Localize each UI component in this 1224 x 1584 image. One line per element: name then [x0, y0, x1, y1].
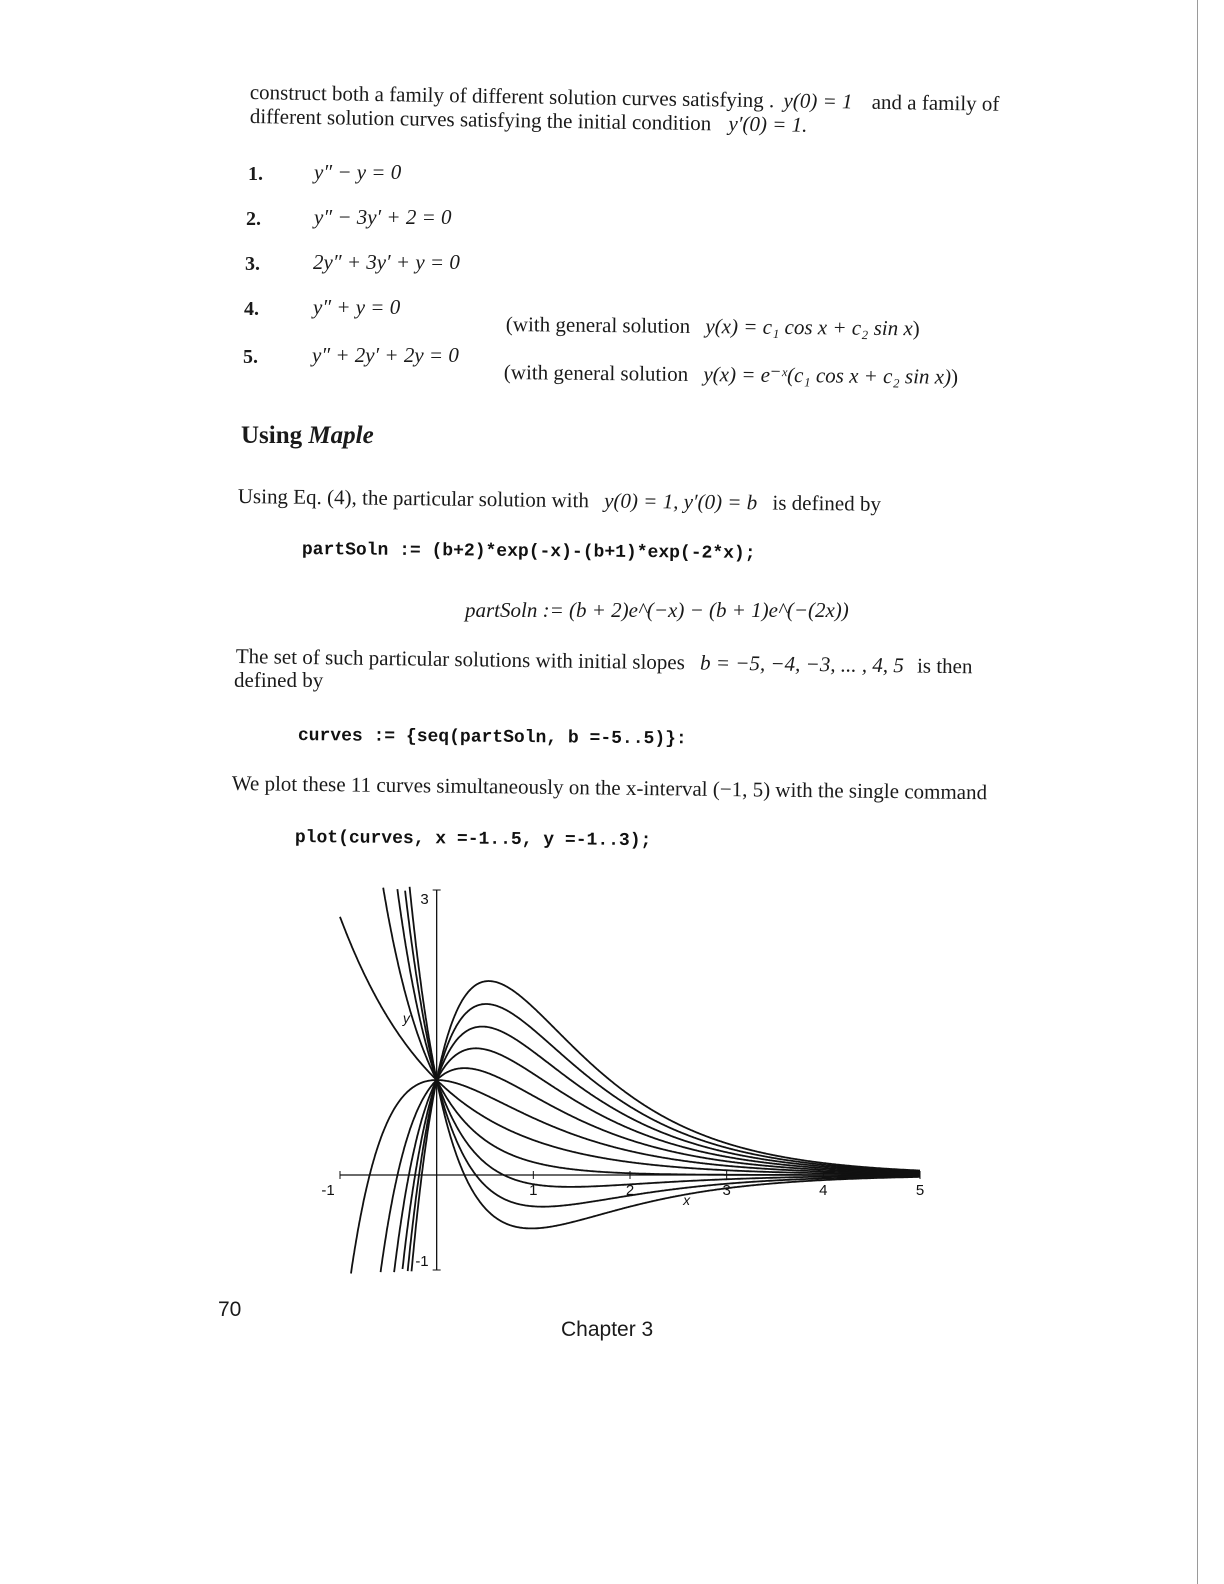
intro-line-1: construct both a family of different solution curves satisfying . y(0) = 1 and a family of — [249, 80, 1000, 116]
section-heading — [241, 422, 374, 450]
intro-line-2-text: different solution curves satisfying the initial condition — [249, 104, 712, 136]
intro-cond-y0: y(0) = 1 — [783, 88, 853, 114]
problem-5-note-suffix: ) — [950, 364, 959, 389]
eq4-initial-conditions: y(0) = 1, y′(0) = b — [604, 488, 758, 515]
problem-3-number: 3. — [245, 253, 260, 275]
intro-cond-yp0: y′(0) = 1. — [728, 111, 808, 137]
intro-line-1-tail: and a family of — [871, 89, 1000, 116]
x-tick-label: 5 — [915, 1182, 925, 1199]
problem-5-number: 5. — [243, 346, 258, 368]
problem-5-general-solution: y(x) = e⁻ˣ(c₁ cos x + c₂ sin x) — [703, 362, 952, 389]
problem-4-general-solution: y(x) = c₁ cos x + c₂ sin x — [705, 314, 913, 341]
problem-5-note-prefix: (with general solution — [503, 360, 689, 386]
eq4-tail: is defined by — [772, 490, 882, 516]
problem-2-number: 2. — [246, 208, 261, 230]
set-text: The set of such particular solutions with initial slopes — [235, 644, 686, 675]
y-tick-label: -1 — [415, 1253, 429, 1270]
problem-3-equation: 2y″ + 3y′ + y = 0 — [313, 250, 460, 274]
problem-5-equation: y″ + 2y′ + 2y = 0 — [312, 343, 459, 367]
plot-axes — [340, 890, 920, 1270]
problem-5-note — [504, 360, 958, 389]
plot-curves — [340, 887, 920, 1274]
x-tick-label: 3 — [722, 1182, 731, 1199]
chapter-label: Chapter 3 — [561, 1318, 654, 1341]
x-tick-label: -1 — [321, 1182, 335, 1199]
solution-curve-b--3 — [397, 889, 920, 1187]
output-partsoln: partSoln := (b + 2)e^(−x) − (b + 1)e^(−(2x)) — [465, 598, 849, 622]
x-tick-label: 2 — [625, 1182, 635, 1199]
set-slopes: b = −5, −4, −3, ... , 4, 5 — [699, 650, 904, 678]
problem-4-note — [506, 312, 920, 340]
problem-4-note-suffix: ) — [912, 316, 920, 341]
plot-paragraph: We plot these 11 curves simultaneously on the x-interval (−1, 5) with the single command — [231, 771, 988, 805]
page-edge-rule — [1197, 0, 1198, 1584]
set-paragraph-line-1 — [236, 644, 973, 678]
code-plot: plot(curves, x =-1..5, y =-1..3); — [294, 828, 652, 852]
eq4-paragraph — [238, 484, 881, 516]
eq4-text: Using Eq. (4), the particular solution with — [237, 484, 590, 513]
code-curves: curves := {seq(partSoln, b =-5..5)}: — [297, 726, 687, 750]
solution-curve-b--2 — [383, 888, 920, 1175]
set-paragraph-line-2: defined by — [234, 668, 324, 692]
problem-1-equation: y″ − y = 0 — [314, 160, 402, 184]
problem-2-equation: y″ − 3y′ + 2 = 0 — [314, 205, 452, 229]
y-tick-label: 3 — [420, 891, 429, 908]
intro-line-1-text: construct both a family of different solution curves satisfying — [249, 80, 764, 113]
x-tick-label: 4 — [819, 1182, 828, 1199]
solution-curve-b-2 — [394, 1048, 920, 1272]
problem-1-number: 1. — [248, 163, 263, 185]
code-partsoln: partSoln := (b+2)*exp(-x)-(b+1)*exp(-2*x); — [301, 540, 756, 564]
set-tail: is then — [916, 653, 973, 679]
section-heading-prefix: Using — [241, 422, 303, 449]
problem-4-number: 4. — [244, 298, 259, 320]
problem-4-equation: y″ + y = 0 — [313, 295, 401, 319]
page-number: 70 — [218, 1298, 242, 1321]
x-tick-label: 1 — [529, 1182, 538, 1199]
solution-curves-plot — [321, 870, 950, 1290]
x-axis-label: x — [683, 1192, 691, 1208]
solution-curve-b-4 — [408, 1004, 920, 1271]
y-axis-label: y — [402, 1010, 410, 1026]
solution-curve-b-3 — [403, 1027, 921, 1269]
problem-4-note-prefix: (with general solution — [505, 312, 691, 338]
section-heading-maple: Maple — [308, 422, 374, 449]
